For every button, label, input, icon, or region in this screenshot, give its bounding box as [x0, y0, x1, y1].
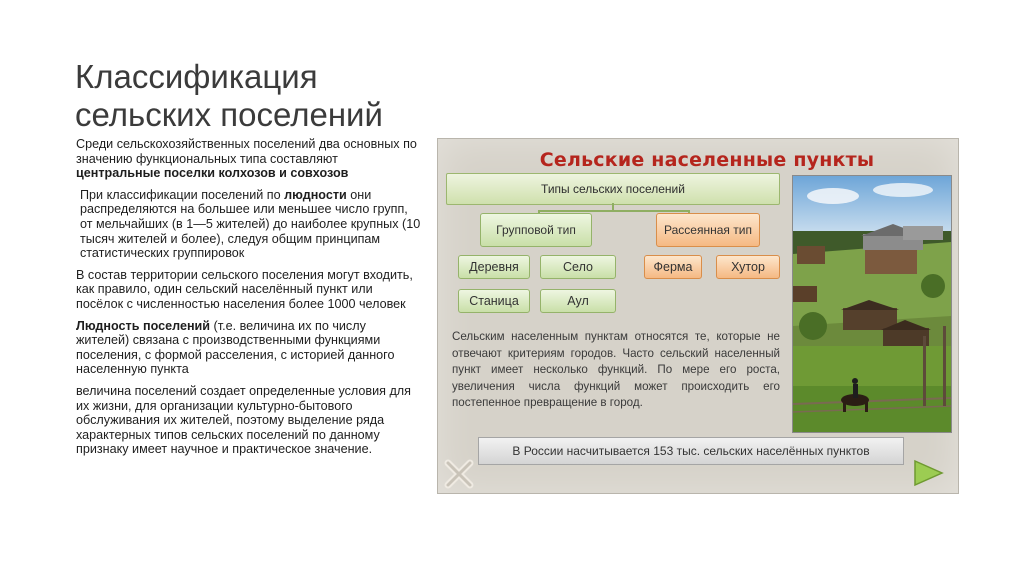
stanitsa-button[interactable]: Станица	[458, 289, 530, 313]
group-type-button[interactable]: Групповой тип	[480, 213, 592, 247]
rural-settlements-image	[437, 138, 959, 494]
paragraph-5: величина поселений создает определенные условия для их жизни, для организации культурно-бытового обслуживания их жителей, поэтому выделение ряда характерных типов сельских поселений по данному признаку имеет научное и практическое значение.	[76, 383, 411, 457]
village-photo-icon	[793, 176, 951, 432]
village-photo	[792, 175, 952, 433]
village-selo-button[interactable]: Село	[540, 255, 616, 279]
khutor-button[interactable]: Хутор	[716, 255, 780, 279]
settlement-types-box: Типы сельских поселений	[446, 173, 780, 205]
farm-button[interactable]: Ферма	[644, 255, 702, 279]
paragraph-3: В состав территории сельского поселения могут входить, как правило, один сельский населённый пункт или посёлок с численностью населения более 1000 человек	[76, 267, 413, 311]
panel-description: Сельским населенным пунктам относятся те, которые не отвечают критериям городов. Часто сельский населенный пункт имеет несколько функций. По мере его роста, увеличения числа функций может происходить его постепенное превращение в город.	[452, 330, 780, 410]
paragraph-4: Людность поселений (т.е. величина их по числу жителей) связана с производственными функциями поселения, с формой расселения, с историей данного населенную пункта	[76, 318, 395, 377]
russia-fact-box: В России насчитывается 153 тыс. сельских населённых пунктов	[478, 437, 904, 465]
aul-button[interactable]: Аул	[540, 289, 616, 313]
panel-heading: Сельские населенные пункты	[539, 149, 875, 171]
village-derevnya-button[interactable]: Деревня	[458, 255, 530, 279]
scattered-type-button[interactable]: Рассеянная тип	[656, 213, 760, 247]
page-title: Классификация сельских поселений	[75, 58, 383, 133]
next-arrow-icon[interactable]	[912, 459, 944, 487]
paragraph-2: При классификации поселений по людности они распределяются на большее или меньшее число групп, от мельчайших (в 1—5 жителей) до наиболее крупных (10 тысяч жителей и более), следуя общим принципам статистических группировок	[80, 187, 421, 261]
paragraph-1: Среди сельскохозяйственных поселений два основных по значению функциональных типа составляют центральные поселки колхозов и совхозов	[76, 137, 417, 181]
close-icon[interactable]	[442, 457, 476, 491]
body-text	[76, 137, 421, 464]
connector-line	[538, 210, 688, 212]
